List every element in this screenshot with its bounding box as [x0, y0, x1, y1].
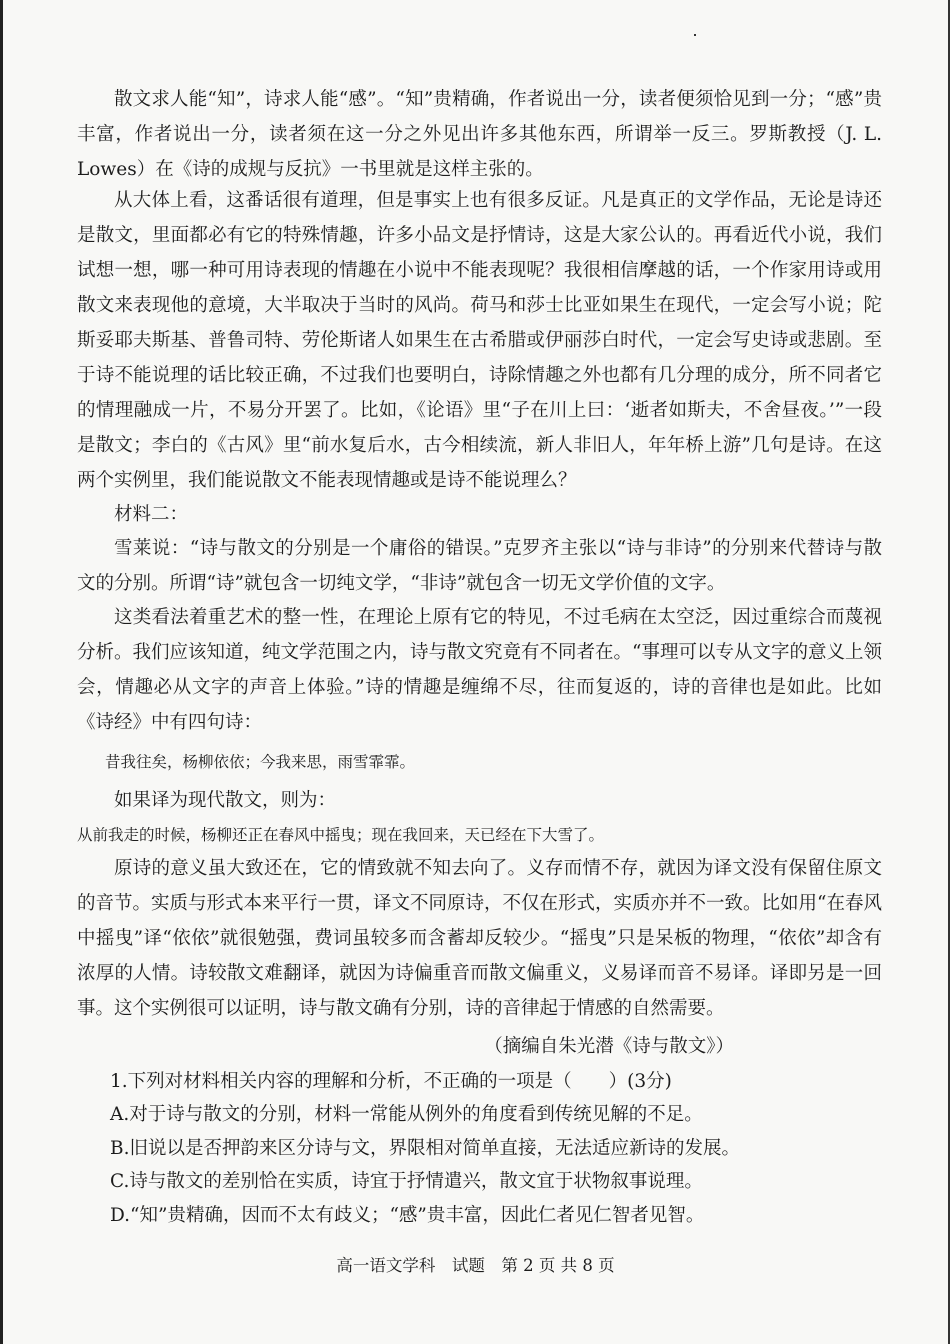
- modern-translation: 从前我走的时候，杨柳还正在春风中摇曳；现在我回来，天已经在下大雪了。: [77, 826, 605, 844]
- page-footer: 高一语文学科 试题 第 2 页 共 8 页: [336, 1256, 615, 1275]
- material2-paragraph-4: 原诗的意义虽大致还在，它的情致就不知去向了。义存而情不存，就因为译文没有保留住原文的音节。实质与形式本来平行一贯，译文不同原诗，不仅在形式，实质亦并不一致。比如用“在春风中摇曳”译“依依”就很勉强，费词虽较多而含蓄却反较少。“摇曳”只是呆板的物理，“依依”却含有浓厚的人情。诗较散文难翻译，就因为诗偏重音而散文偏重义，义易译而音不易译。译即另是一回事。这个实例很可以证明，诗与散文确有分别，诗的音律起于情感的自然需要。: [77, 858, 882, 1019]
- material2-paragraph-1: 雪莱说：“诗与散文的分别是一个庸俗的错误。”克罗齐主张以“诗与非诗”的分别来代替诗与散文的分别。所谓“诗”就包含一切纯文学，“非诗”就包含一切无文学价值的文字。: [77, 538, 882, 594]
- option-c: C.诗与散文的差别恰在实质，诗宜于抒情遣兴，散文宜于状物叙事说理。: [110, 1171, 703, 1192]
- option-d: D.“知”贵精确，因而不太有歧义；“感”贵丰富，因此仁者见仁智者见智。: [110, 1205, 705, 1226]
- question-stem: 1.下列对材料相关内容的理解和分析，不正确的一项是（ ）(3分): [110, 1071, 672, 1092]
- material2-paragraph-3: 如果译为现代散文，则为：: [114, 790, 337, 811]
- material2-paragraph-2: 这类看法着重艺术的整一性，在理论上原有它的特见，不过毛病在太空泛，因过重综合而蔑视分析。我们应该知道，纯文学范围之内，诗与散文究竟有不同者在。“事理可以专从文字的意义上领会，情趣必从文字的声音上体验。”诗的情趣是缠绵不尽，往而复返的，诗的音律也是如此。比如《诗经》中有四句诗：: [77, 607, 882, 733]
- material2-heading: 材料二：: [114, 504, 189, 525]
- option-b: B.旧说以是否押韵来区分诗与文，界限相对简单直接，无法适应新诗的发展。: [110, 1138, 740, 1159]
- option-a: A.对于诗与散文的分别，材料一常能从例外的角度看到传统见解的不足。: [110, 1104, 703, 1125]
- material1-paragraph-1: 散文求人能“知”，诗求人能“感”。“知”贵精确，作者说出一分，读者便须恰见到一分；“感”贵丰富，作者说出一分，读者须在这一分之外见出许多其他东西，所谓举一反三。罗斯教授（J. L. Lowes）在《诗的成规与反抗》一书里就是这样主张的。: [77, 89, 882, 180]
- source-citation: （摘编自朱光潜《诗与散文》）: [484, 1036, 734, 1057]
- scan-dot: [694, 34, 696, 36]
- material1-paragraph-2: 从大体上看，这番话很有道理，但是事实上也有很多反证。凡是真正的文学作品，无论是诗还是散文，里面都必有它的特殊情趣，许多小品文是抒情诗，这是大家公认的。再看近代小说，我们试想一想，哪一种可用诗表现的情趣在小说中不能表现呢？我很相信摩越的话，一个作家用诗或用散文来表现他的意境，大半取决于当时的风尚。荷马和莎士比亚如果生在现代，一定会写小说；陀斯妥耶夫斯基、普鲁司特、劳伦斯诸人如果生在古希腊或伊丽莎白时代，一定会写史诗或悲剧。至于诗不能说理的话比较正确，不过我们也要明白，诗除情趣之外也都有几分理的成分，所不同者它的情理融成一片，不易分开罢了。比如，《论语》里“子在川上曰：‘逝者如斯夫，不舍昼夜。’”一段是散文；李白的《古风》里“前水复后水，古今相续流，新人非旧人，年年桥上游”几句是诗。在这两个实例里，我们能说散文不能表现情趣或是诗不能说理么？: [77, 190, 882, 491]
- poem-quote: 昔我往矣，杨柳依依；今我来思，雨雪霏霏。: [105, 753, 416, 771]
